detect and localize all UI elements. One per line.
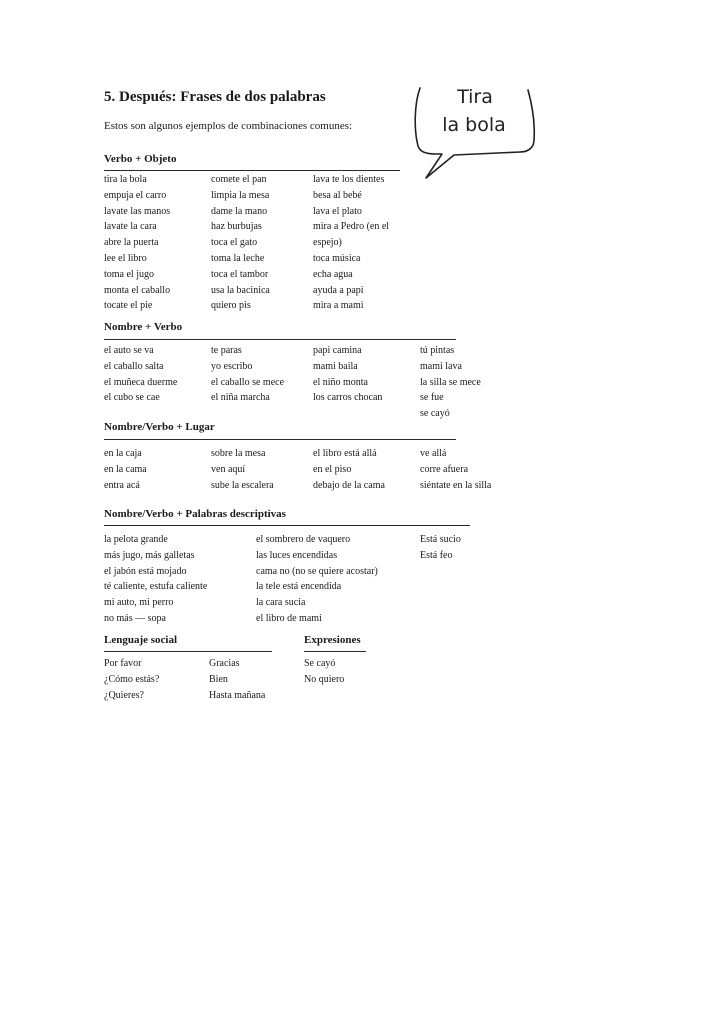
list-item: ¿Quieres? xyxy=(104,689,144,701)
verbo-objeto-col-3 xyxy=(313,172,389,314)
section-heading-nombre-verbo: Nombre + Verbo xyxy=(104,321,183,333)
list-item: No quiero xyxy=(304,673,345,685)
section-heading-verbo-objeto: Verbo + Objeto xyxy=(104,153,177,165)
nombre-verbo-col-3 xyxy=(313,343,382,406)
list-item: dame la mano xyxy=(211,205,268,217)
list-item: la silla se mece xyxy=(420,376,481,388)
section-heading-lenguaje-social: Lenguaje social xyxy=(104,634,178,646)
list-item: siéntate en la silla xyxy=(420,479,492,491)
list-item: Está sucio xyxy=(420,534,461,545)
list-item: mami baila xyxy=(313,360,358,372)
list-item: Bien xyxy=(209,673,228,685)
verbo-objeto-col-2 xyxy=(211,172,270,314)
list-item: té caliente, estufa caliente xyxy=(104,581,208,593)
list-item: sube la escalera xyxy=(211,479,274,491)
list-item: ¿Cómo estás? xyxy=(104,673,160,685)
list-item: quiero pis xyxy=(211,300,251,312)
list-item: debajo de la cama xyxy=(313,479,385,491)
section-heading-nombre-verbo-lugar: Nombre/Verbo + Lugar xyxy=(104,421,215,433)
expresiones-col-1 xyxy=(304,656,344,688)
list-item: Por favor xyxy=(104,658,142,669)
bubble-line-1: Tira xyxy=(457,86,493,108)
section-divider xyxy=(304,651,366,652)
section-heading-descriptivas: Nombre/Verbo + Palabras descriptivas xyxy=(104,508,286,520)
list-item: las luces encendidas xyxy=(256,549,338,561)
nombre-verbo-col-2 xyxy=(211,343,284,406)
list-item: tira la bola xyxy=(104,174,147,185)
list-item: monta el caballo xyxy=(104,284,171,296)
list-item: el sombrero de vaquero xyxy=(256,534,351,545)
list-item: espejo) xyxy=(313,237,342,249)
list-item: mira a Pedro (en el xyxy=(313,221,390,233)
list-item: abre la puerta xyxy=(104,237,159,249)
list-item: toma el jugo xyxy=(104,268,154,280)
list-item: el jabón está mojado xyxy=(104,565,187,577)
section-divider xyxy=(104,651,272,652)
list-item: lavate la cara xyxy=(104,221,157,233)
list-item: el caballo se mece xyxy=(211,376,285,388)
list-item: toca música xyxy=(313,252,361,264)
list-item: Gracias xyxy=(209,658,240,669)
list-item: mami lava xyxy=(420,360,462,372)
intro-text: Estos son algunos ejemplos de combinaciones comunes: xyxy=(104,120,353,132)
list-item: en la cama xyxy=(104,463,147,475)
list-item: se cayó xyxy=(420,408,450,420)
list-item: se fue xyxy=(420,392,444,404)
list-item: entra acá xyxy=(104,479,140,491)
list-item: lava te los dientes xyxy=(313,174,385,185)
lugar-col-3 xyxy=(313,446,385,493)
list-item: el auto se va xyxy=(104,345,154,356)
list-item: ven aquí xyxy=(211,463,246,475)
list-item: la cara sucia xyxy=(256,597,306,609)
list-item: comete el pan xyxy=(211,174,267,185)
section-divider xyxy=(104,170,400,171)
list-item: no más — sopa xyxy=(104,612,166,624)
list-item: lava el plato xyxy=(313,205,362,217)
list-item: usa la bacinica xyxy=(211,284,270,296)
list-item: haz burbujas xyxy=(211,221,262,233)
list-item: el niño monta xyxy=(313,376,368,388)
descriptivas-col-2 xyxy=(256,532,378,627)
lugar-col-4 xyxy=(420,446,491,493)
list-item: el niña marcha xyxy=(211,392,270,404)
list-item: tocate el pie xyxy=(104,300,153,312)
nombre-verbo-col-4 xyxy=(420,343,481,422)
list-item: Está feo xyxy=(420,549,453,561)
list-item: el cubo se cae xyxy=(104,392,160,404)
list-item: ayuda a papi xyxy=(313,284,364,296)
list-item: cama no (no se quiere acostar) xyxy=(256,565,378,577)
list-item: el caballo salta xyxy=(104,360,164,372)
list-item: en la caja xyxy=(104,448,142,459)
list-item: toca el gato xyxy=(211,237,258,249)
list-item: yo escribo xyxy=(211,360,253,372)
list-item: papi camina xyxy=(313,345,362,356)
social-col-1 xyxy=(104,656,159,703)
list-item: tú pintas xyxy=(420,345,455,356)
list-item: Hasta mañana xyxy=(209,689,266,701)
list-item: Se cayó xyxy=(304,658,336,669)
list-item: el muñeca duerme xyxy=(104,376,178,388)
list-item: el libro está allá xyxy=(313,448,377,459)
list-item: mi auto, mi perro xyxy=(104,597,174,609)
bubble-line-2: la bola xyxy=(442,114,506,136)
list-item: echa agua xyxy=(313,268,353,280)
descriptivas-col-3 xyxy=(420,532,461,564)
list-item: besa al bebé xyxy=(313,189,362,201)
descriptivas-col-1 xyxy=(104,532,207,627)
lugar-col-1 xyxy=(104,446,147,493)
list-item: sobre la mesa xyxy=(211,448,266,459)
list-item: lavate las manos xyxy=(104,205,171,217)
list-item: la pelota grande xyxy=(104,534,168,545)
list-item: en el piso xyxy=(313,463,352,475)
list-item: corre afuera xyxy=(420,463,469,475)
list-item: toca el tambor xyxy=(211,268,269,280)
list-item: ve allá xyxy=(420,448,447,459)
list-item: el libro de mami xyxy=(256,612,322,624)
list-item: mira a mami xyxy=(313,300,364,312)
list-item: toma la leche xyxy=(211,252,265,264)
list-item: empuja el carro xyxy=(104,189,167,201)
speech-bubble xyxy=(410,80,538,185)
list-item: más jugo, más galletas xyxy=(104,549,195,561)
nombre-verbo-col-1 xyxy=(104,343,177,406)
section-divider xyxy=(104,339,456,340)
section-heading-expresiones: Expresiones xyxy=(304,634,361,646)
list-item: lee el libro xyxy=(104,252,147,264)
list-item: la tele está encendida xyxy=(256,581,342,593)
lugar-col-2 xyxy=(211,446,274,493)
section-divider xyxy=(104,525,470,526)
list-item: limpia la mesa xyxy=(211,189,270,201)
list-item: los carros chocan xyxy=(313,392,383,404)
verbo-objeto-col-1 xyxy=(104,172,170,314)
list-item: te paras xyxy=(211,345,242,356)
social-col-2 xyxy=(209,656,265,703)
page-title: 5. Después: Frases de dos palabras xyxy=(104,89,326,105)
section-divider xyxy=(104,439,456,440)
